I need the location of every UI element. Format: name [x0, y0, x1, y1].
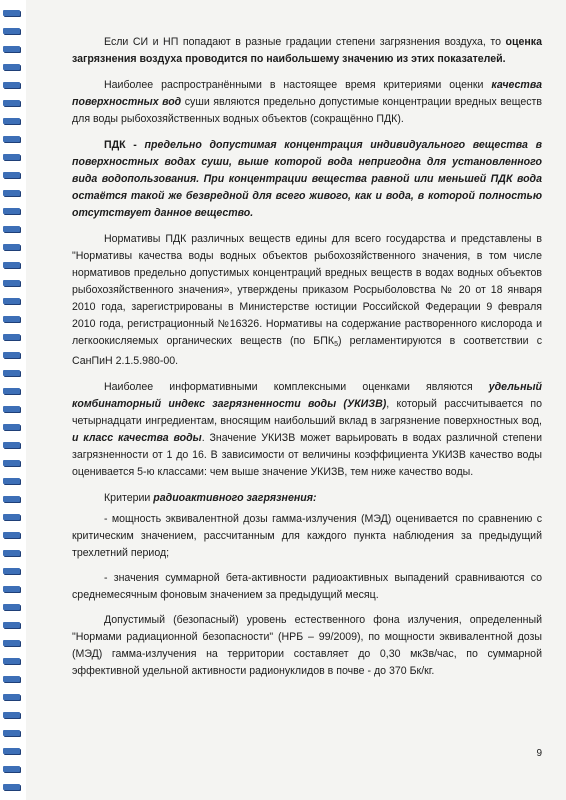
binding-ring — [3, 730, 20, 736]
binding-ring — [3, 136, 20, 142]
binding-ring — [3, 172, 20, 178]
binding-ring — [3, 766, 20, 772]
binding-ring — [3, 712, 20, 718]
binding-ring — [3, 388, 20, 394]
binding-ring — [3, 298, 20, 304]
page-number: 9 — [536, 748, 542, 759]
binding-ring — [3, 424, 20, 430]
binding-ring — [3, 82, 20, 88]
binding-ring — [3, 46, 20, 52]
binding-ring — [3, 658, 20, 664]
binding-ring — [3, 100, 20, 106]
binding-ring — [3, 10, 20, 16]
binding-ring — [3, 352, 20, 358]
binding-ring — [3, 190, 20, 196]
binding-ring — [3, 280, 20, 286]
binding-ring — [3, 514, 20, 520]
binding-ring — [3, 406, 20, 412]
binding-ring — [3, 748, 20, 754]
paragraph-pdk-norms: Нормативы ПДК различных веществ едины для всего государства и представлены в "Нормативы качества воды водных объектов рыбохозяйственного значения, в том числе нормативов предельно допустимых концентраций вредных веществ в водах водных объектов рыбохозяйственного значения», утверждены приказом Росрыболовства № 20 от 18 января 2010 года, зарегистрированы в Министерстве юстиции Российской Федерации 9 февраля 2010 года, регистрационный №16326. Нормативы на содержание растворенного кислорода и легкоокисляемых органических веществ (по $БПК_5$) регламентируются в соответствии с СанПиН 2.1.5.980-00. — [72, 233, 542, 367]
binding-ring — [3, 334, 20, 340]
binding-ring — [3, 532, 20, 538]
list-item-beta: - значения суммарной бета-активности радиоактивных выпадений сравниваются со среднемесячным фоновым значением за предыдущий месяц. — [72, 572, 542, 601]
spiral-binding — [0, 0, 26, 800]
binding-ring — [3, 550, 20, 556]
paragraph-air-pollution: Если СИ и НП попадают в разные градации степени загрязнения воздуха, то оценка загрязнения воздуха проводится по наибольшему значению из этих показателей. — [72, 36, 542, 65]
binding-ring — [3, 118, 20, 124]
list-item-med: - мощность эквивалентной дозы гамма-излучения (МЭД) оценивается по сравнению с критическим значением, рассчитанным для каждого пункта наблюдения за предыдущий трехлетний период; — [72, 513, 542, 559]
binding-ring — [3, 262, 20, 268]
binding-ring — [3, 64, 20, 70]
binding-ring — [3, 370, 20, 376]
binding-ring — [3, 604, 20, 610]
binding-ring — [3, 586, 20, 592]
binding-ring — [3, 28, 20, 34]
binding-ring — [3, 226, 20, 232]
paragraph-pdk-definition: ПДК - предельно допустимая концентрация индивидуального вещества в поверхностных водах суши, выше которой вода непригодна для установленного вида водопользования. При концентрации вещества равной или меньшей ПДК вода остаётся такой же безвредной для всего живого, как и вода, в которой полностью отсутствует данное вещество. — [72, 139, 542, 219]
binding-ring — [3, 478, 20, 484]
binding-ring — [3, 568, 20, 574]
paragraph-water-criteria: Наиболее распространёнными в настоящее время критериями оценки качества поверхностных вод суши являются предельно допустимые концентрации вредных веществ для воды рыбохозяйственных водных объектов (сокращённо ПДК). — [72, 79, 542, 125]
binding-ring — [3, 442, 20, 448]
binding-ring — [3, 622, 20, 628]
paragraph-radiation-heading: Критерии радиоактивного загрязнения: — [104, 492, 317, 504]
binding-ring — [3, 316, 20, 322]
binding-ring — [3, 784, 20, 790]
binding-ring — [3, 208, 20, 214]
binding-ring — [3, 460, 20, 466]
paragraph-ukizv: Наиболее информативными комплексными оценками являются удельный комбинаторный индекс загрязненности воды (УКИЗВ), который рассчитывается по четырнадцати ингредиентам, вносящим наибольший вклад в загрязнение поверхностных вод, и класс качества воды. Значение УКИЗВ может варьировать в водах различной степени загрязненности от 1 до 16. В зависимости от величины коэффициента УКИЗВ качество воды оценивается 5-ю классами: чем выше значение УКИЗВ, тем ниже качество воды. — [72, 381, 542, 478]
paragraph-radiation-norm: Допустимый (безопасный) уровень естественного фона излучения, определенный "Нормами радиационной безопасности" (НРБ – 99/2009), по мощности эквивалентной дозы (МЭД) гамма-излучения на территории составляет до 0,30 мкЗв/час, по суммарной эффективной удельной активности радионуклидов в почве - до 370 Бк/кг. — [72, 614, 542, 677]
binding-ring — [3, 154, 20, 160]
binding-ring — [3, 244, 20, 250]
binding-ring — [3, 496, 20, 502]
binding-ring — [3, 640, 20, 646]
binding-ring — [3, 694, 20, 700]
document-page — [72, 34, 542, 689]
binding-ring — [3, 676, 20, 682]
